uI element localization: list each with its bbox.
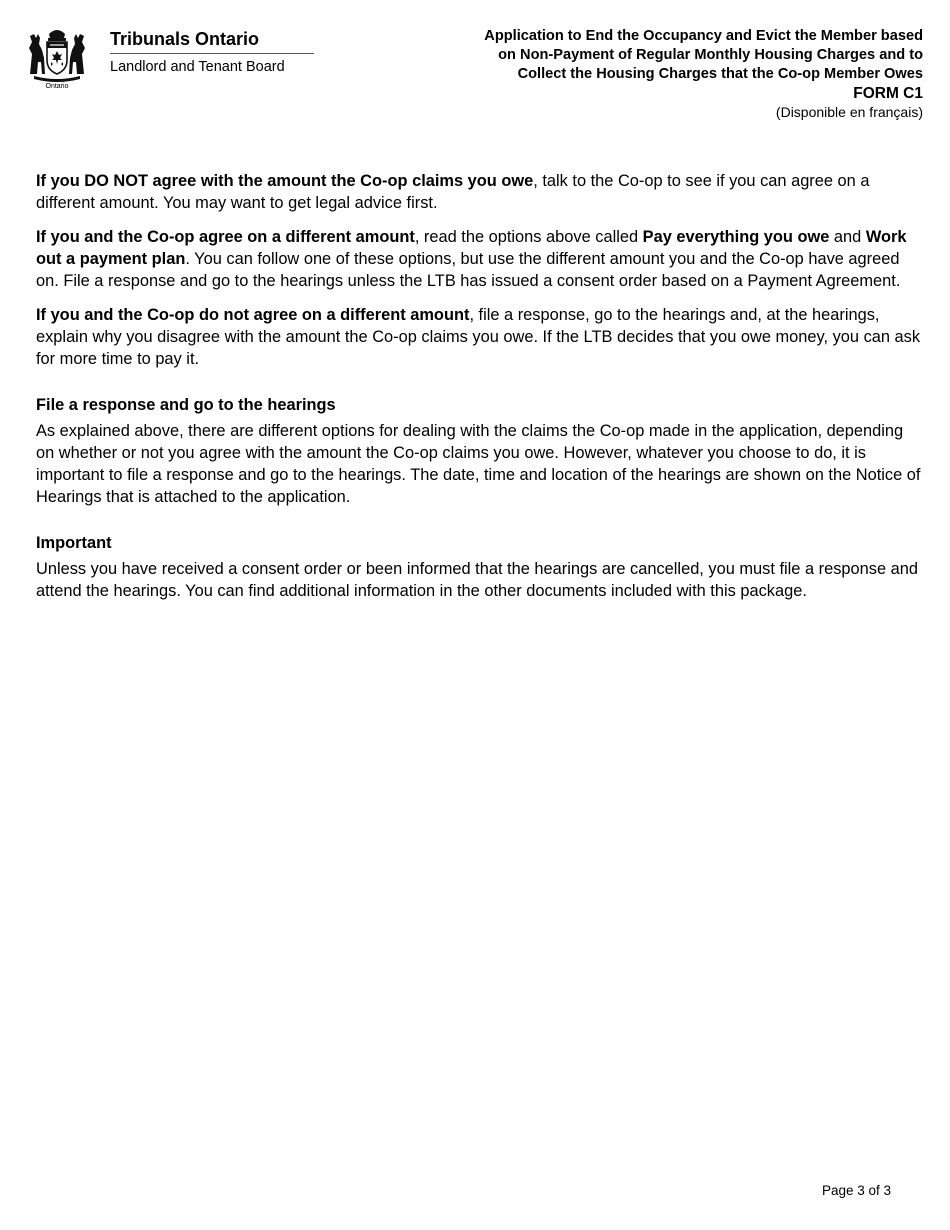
crest-caption: Ontario (45, 83, 69, 90)
page-number: Page 3 of 3 (822, 1183, 892, 1198)
section-heading-important: Important (36, 534, 112, 552)
section-heading-file-response: File a response and go to the hearings (36, 396, 336, 414)
option-name-payment-plan: Work out a payment plan (36, 228, 907, 268)
page-header (0, 0, 950, 130)
french-availability-note: (Disponible en français) (775, 104, 923, 120)
paragraph-lead: If you DO NOT agree with the amount the Co-op claims you owe (36, 172, 534, 190)
tribunals-ontario-logo (26, 24, 302, 96)
document-body (36, 170, 921, 614)
paragraph-lead: If you and the Co-op agree on a different amount (36, 228, 415, 246)
ontario-coat-of-arms (26, 24, 88, 94)
logo-divider (110, 53, 314, 54)
paragraph-agree-different-amount (36, 226, 921, 292)
coat-of-arms-icon (26, 24, 88, 84)
form-title-line: Collect the Housing Charges that the Co-op Member Owes (517, 66, 923, 82)
paragraph-text: . You can follow one of these options, but use the different amount you and the Co-op have agreed on. File a response and go to the hearings unless the LTB has issued a consent order based on a Payment Agreement. (36, 250, 901, 290)
paragraph-no-agreement (36, 304, 921, 370)
form-title-block (383, 27, 923, 122)
paragraph-text: and (829, 228, 866, 246)
organization-name: Tribunals Ontario (110, 29, 260, 49)
section-text-important: Unless you have received a consent order or been informed that the hearings are cancelled, you must file a response and attend the hearings. You can find additional information in the other documents included with this package. (36, 560, 918, 600)
organization-subtitle: Landlord and Tenant Board (110, 59, 285, 75)
form-title-line: on Non-Payment of Regular Monthly Housing Charges and to (498, 47, 923, 63)
paragraph-text: , file a response, go to the hearings and, at the hearings, explain why you disagree with the amount the Co-op claims you owe. If the LTB decides that you owe money, you can ask for more time to pay it. (36, 306, 921, 368)
paragraph-disagree-amount (36, 170, 921, 214)
paragraph-text: , talk to the Co-op to see if you can agree on a different amount. You may want to get legal advice first. (36, 172, 870, 212)
section-text-file-response: As explained above, there are different options for dealing with the claims the Co-op made in the application, depending on whether or not you agree with the amount the Co-op claims you owe. However, whatever you choose to do, it is important to file a response and go to the hearings. The date, time and location of the hearings are shown on the Notice of Hearings that is attached to the application. (36, 422, 921, 506)
paragraph-text: , read the options above called (414, 228, 643, 246)
form-title-line: Application to End the Occupancy and Evict the Member based (484, 28, 923, 44)
option-name-pay-everything: Pay everything you owe (642, 228, 830, 246)
form-code: FORM C1 (853, 85, 923, 102)
paragraph-lead: If you and the Co-op do not agree on a different amount (36, 306, 470, 324)
